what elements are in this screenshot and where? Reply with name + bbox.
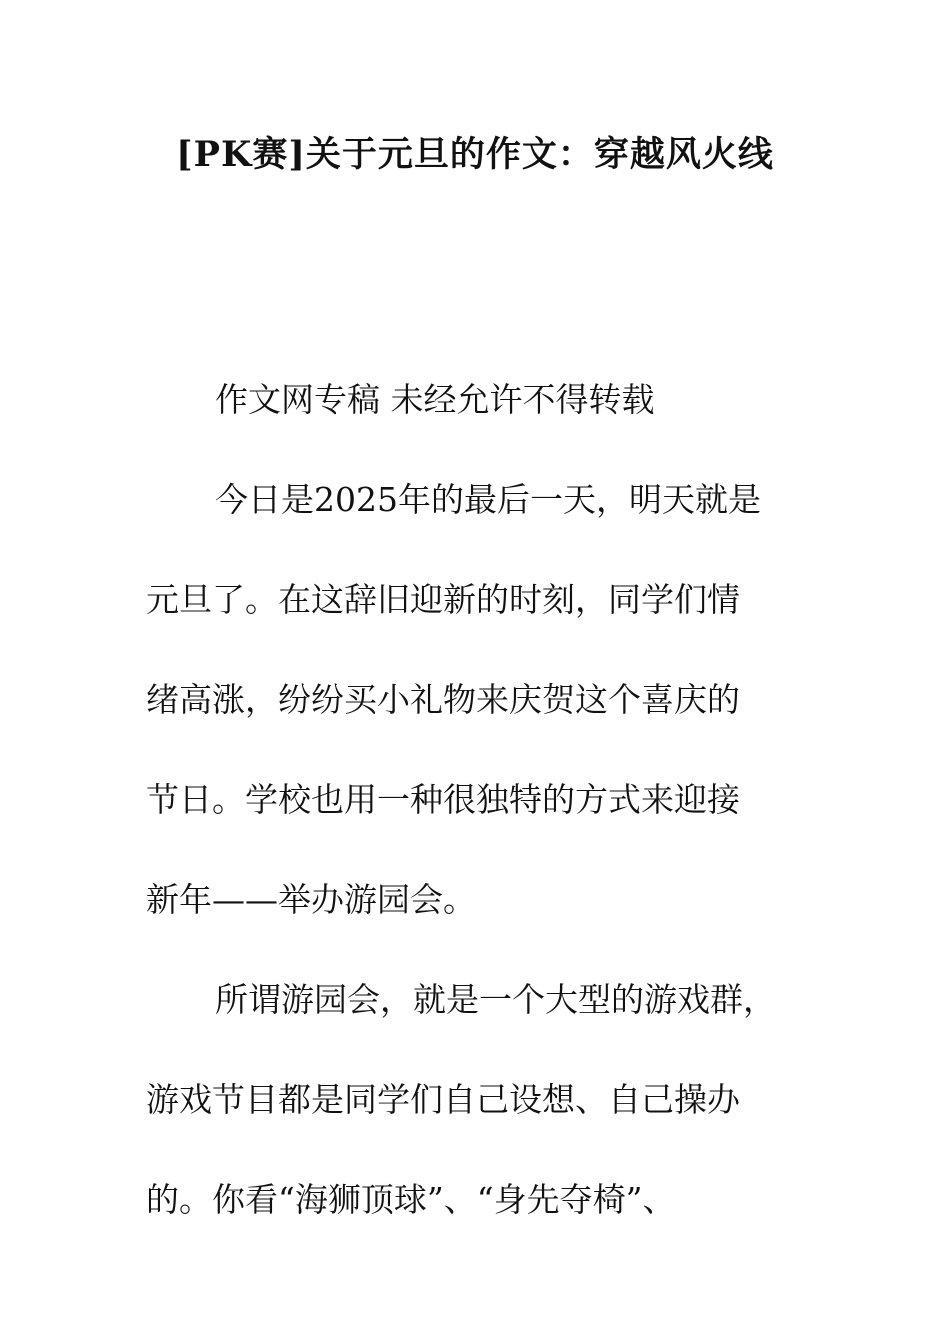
paragraph-line: 今日是2025年的最后一天，明天就是 <box>215 480 761 519</box>
paragraph-line: 节日。学校也用一种很独特的方式来迎接 <box>146 780 740 819</box>
document-title: [PK赛]关于元旦的作文：穿越风火线 <box>176 134 774 175</box>
paragraph-line: 的。你看“海狮顶球”、“身先夺椅”、 <box>146 1180 676 1219</box>
byline-text: 作文网专稿 未经允许不得转载 <box>215 380 655 419</box>
paragraph-line: 新年——举办游园会。 <box>146 880 476 919</box>
paragraph-line: 游戏节目都是同学们自己设想、自己操办 <box>146 1080 740 1119</box>
paragraph-line: 绪高涨，纷纷买小礼物来庆贺这个喜庆的 <box>146 680 740 719</box>
paragraph-line: 所谓游园会，就是一个大型的游戏群， <box>215 980 776 1019</box>
paragraph-line: 元旦了。在这辞旧迎新的时刻，同学们情 <box>146 580 740 619</box>
